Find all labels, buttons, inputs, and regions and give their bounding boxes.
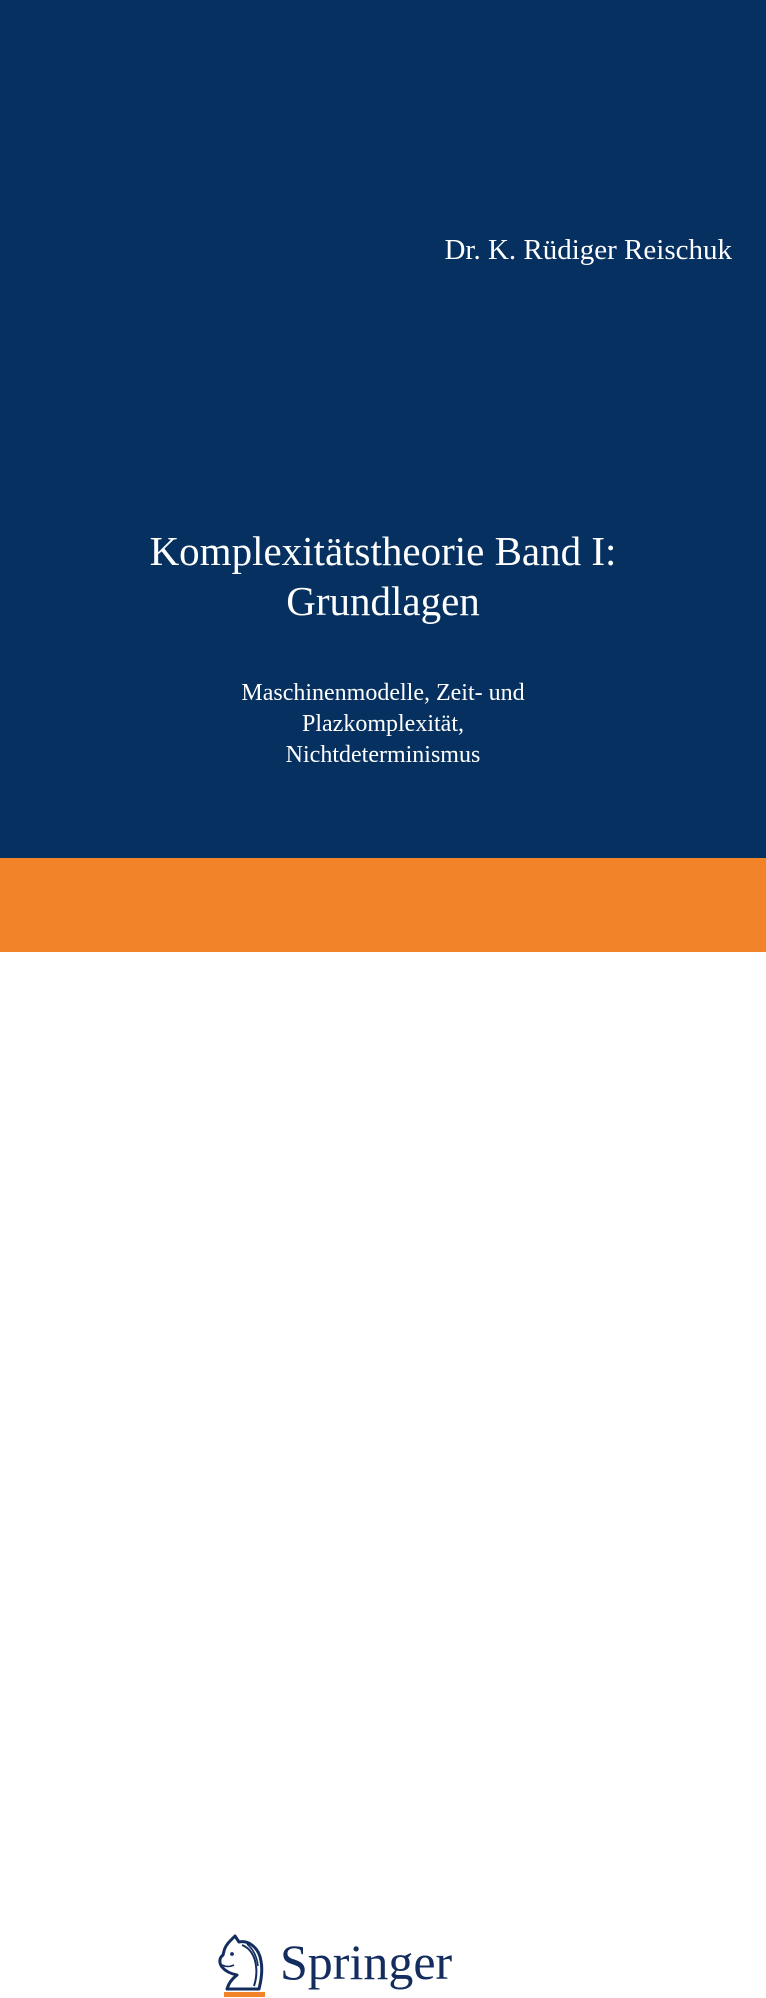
subtitle-line-1: Maschinenmodelle, Zeit- und — [241, 680, 525, 706]
orange-band — [0, 858, 766, 952]
title-line-1: Komplexitätstheorie Band I: — [149, 528, 617, 574]
book-subtitle — [0, 678, 766, 771]
author-name: Dr. K. Rüdiger Reischuk — [444, 234, 732, 266]
cover-blue-panel — [0, 0, 766, 858]
publisher-name: Springer — [280, 1934, 453, 1990]
springer-knight-icon — [214, 1934, 266, 1998]
title-line-2: Grundlagen — [286, 578, 480, 624]
publisher-panel — [0, 952, 766, 1990]
book-title — [0, 526, 766, 626]
subtitle-line-2: Plazkomplexität, — [302, 711, 464, 737]
subtitle-line-3: Nichtdeterminismus — [285, 742, 481, 768]
